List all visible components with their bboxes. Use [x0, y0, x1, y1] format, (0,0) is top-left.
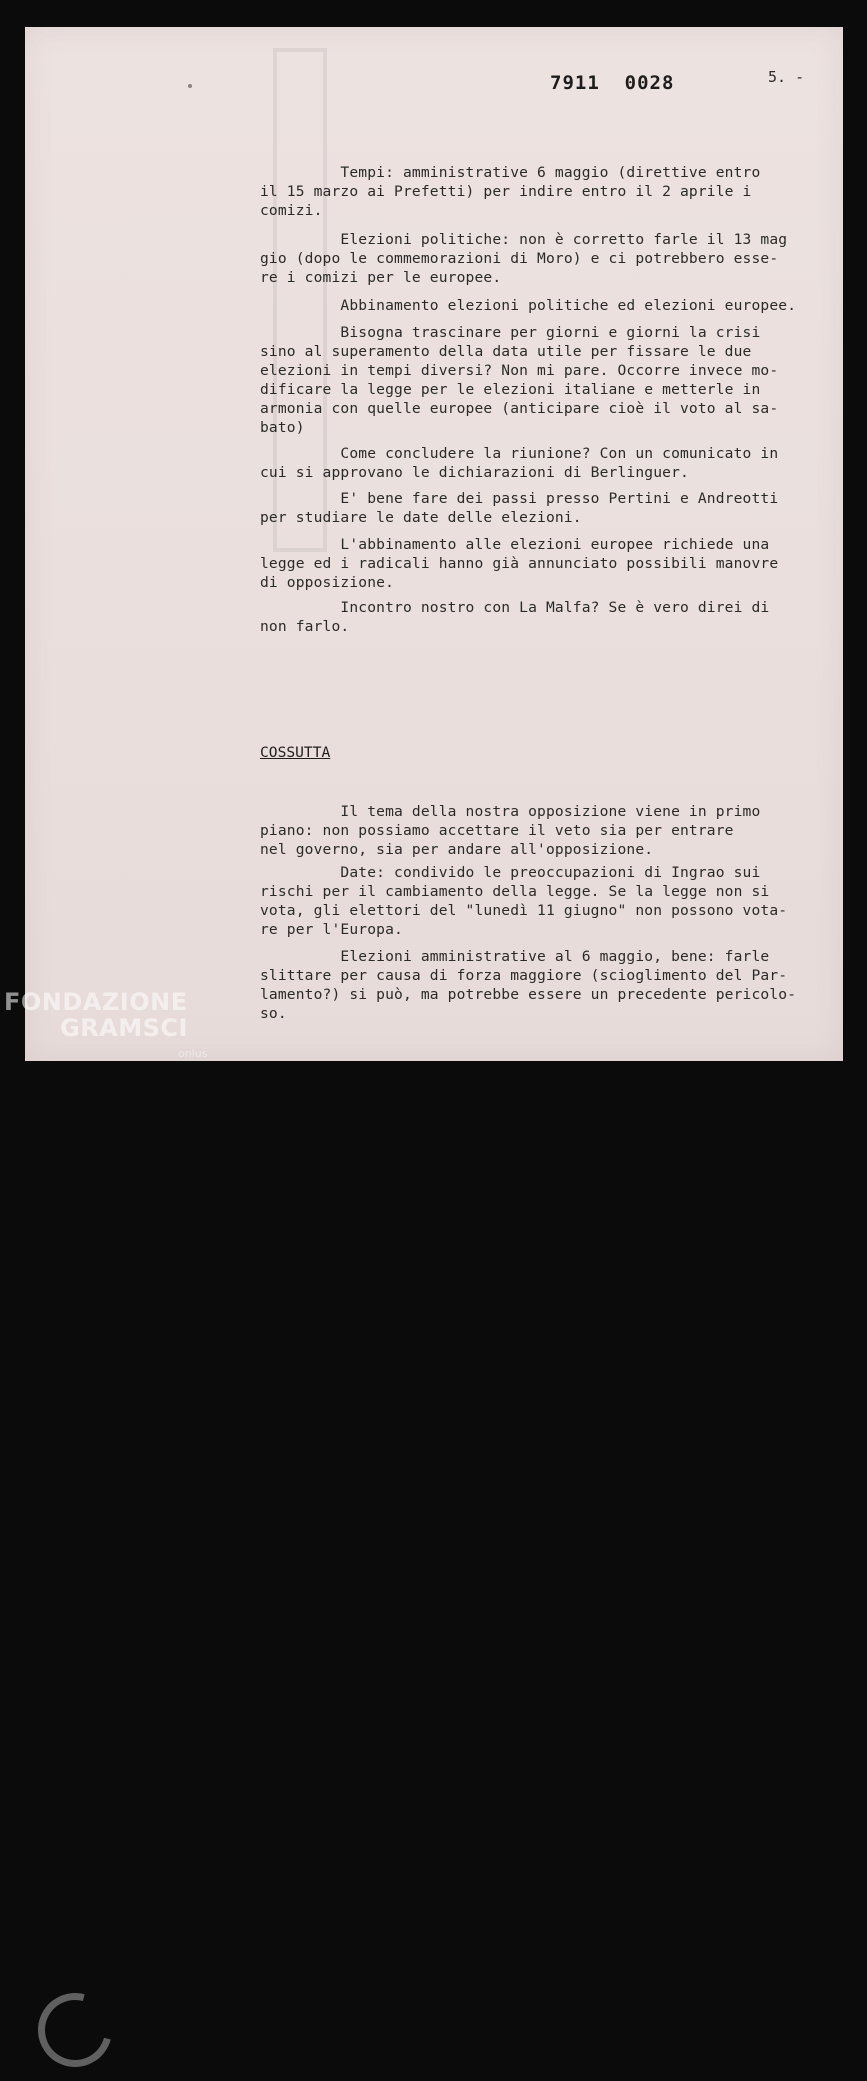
- cossutta-paragraph-1-line-2: piano: non possiamo accettare il veto sia per entrare: [260, 822, 734, 839]
- text-paragraph-1-line-2: il 15 marzo ai Prefetti) per indire entro il 2 aprile i: [260, 183, 752, 200]
- text-paragraph-1-line-3: comizi.: [260, 202, 323, 219]
- logo-text-gramsci: GRAMSCI: [60, 1014, 188, 1042]
- cossutta-paragraph-3-line-4: so.: [260, 1005, 287, 1022]
- page-number: 5. -: [768, 68, 805, 86]
- archive-number: 7911 0028: [550, 72, 675, 94]
- cossutta-paragraph-1-line-3: nel governo, sia per andare all'opposizione.: [260, 841, 654, 858]
- text-paragraph-4-line-3: elezioni in tempi diversi? Non mi pare. Occorre invece mo-: [260, 362, 779, 379]
- cossutta-paragraph-3-line-3: lamento?) si può, ma potrebbe essere un precedente pericolo-: [260, 986, 797, 1003]
- logo-ring-icon: [24, 1979, 125, 2080]
- logo-text-fondazione: FONDAZIONE: [4, 988, 188, 1016]
- text-paragraph-2-line-2: gio (dopo le commemorazioni di Moro) e ci potrebbero esse-: [260, 250, 779, 267]
- text-paragraph-6-line-2: per studiare le date delle elezioni.: [260, 509, 582, 526]
- text-paragraph-5-line-1: Come concludere la riunione? Con un comunicato in: [260, 445, 779, 462]
- cossutta-paragraph-2-line-1: Date: condivido le preoccupazioni di Ingrao sui: [260, 864, 761, 881]
- text-paragraph-3-line-1: Abbinamento elezioni politiche ed elezioni europee.: [260, 297, 797, 314]
- text-paragraph-4-line-1: Bisogna trascinare per giorni e giorni la crisi: [260, 324, 761, 341]
- text-paragraph-1-line-1: Tempi: amministrative 6 maggio (direttive entro: [260, 164, 761, 181]
- cossutta-paragraph-2-line-3: vota, gli elettori del "lunedì 11 giugno" non possono vota-: [260, 902, 788, 919]
- logo-text-onlus: onlus: [178, 1047, 208, 1060]
- text-paragraph-6-line-1: E' bene fare dei passi presso Pertini e Andreotti: [260, 490, 779, 507]
- text-paragraph-4-line-2: sino al superamento della data utile per fissare le due: [260, 343, 752, 360]
- text-paragraph-4-line-4: dificare la legge per le elezioni italiane e metterle in: [260, 381, 761, 398]
- text-paragraph-2-line-1: Elezioni politiche: non è corretto farle il 13 mag: [260, 231, 788, 248]
- cossutta-paragraph-3-line-1: Elezioni amministrative al 6 maggio, bene: farle: [260, 948, 770, 965]
- text-paragraph-5-line-2: cui si approvano le dichiarazioni di Berlinguer.: [260, 464, 689, 481]
- text-paragraph-8-line-2: non farlo.: [260, 618, 350, 635]
- text-paragraph-7-line-1: L'abbinamento alle elezioni europee richiede una: [260, 536, 770, 553]
- text-paragraph-2-line-3: re i comizi per le europee.: [260, 269, 502, 286]
- text-paragraph-4-line-5: armonia con quelle europee (anticipare cioè il voto al sa-: [260, 400, 779, 417]
- cossutta-paragraph-3-line-2: slittare per causa di forza maggiore (scioglimento del Par-: [260, 967, 788, 984]
- cossutta-paragraph-1-line-1: Il tema della nostra opposizione viene in primo: [260, 803, 761, 820]
- text-paragraph-7-line-3: di opposizione.: [260, 574, 395, 591]
- section-heading-cossutta: COSSUTTA: [260, 744, 331, 761]
- text-paragraph-4-line-6: bato): [260, 419, 305, 436]
- text-paragraph-8-line-1: Incontro nostro con La Malfa? Se è vero direi di: [260, 599, 770, 616]
- cossutta-paragraph-2-line-4: re per l'Europa.: [260, 921, 403, 938]
- text-paragraph-7-line-2: legge ed i radicali hanno già annunciato possibili manovre: [260, 555, 779, 572]
- cossutta-paragraph-2-line-2: rischi per il cambiamento della legge. Se la legge non si: [260, 883, 770, 900]
- paper-speck: [188, 84, 192, 88]
